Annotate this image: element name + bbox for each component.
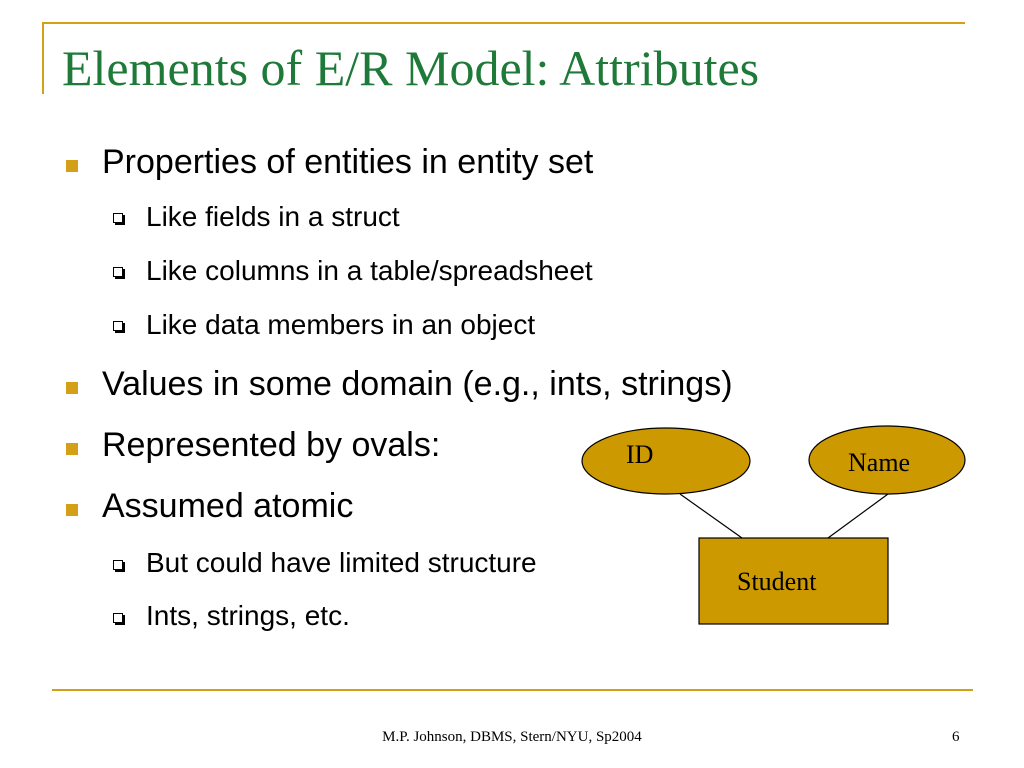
slide-title: Elements of E/R Model: Attributes: [62, 40, 760, 96]
sub-bullet-item: Like columns in a table/spreadsheet: [146, 255, 593, 286]
sub-bullet-item: Ints, strings, etc.: [146, 600, 350, 631]
sub-bullet-item: But could have limited structure: [146, 547, 537, 578]
bullet-item: Properties of entities in entity set: [102, 143, 594, 181]
page-number: 6: [952, 729, 960, 745]
bullet-item: Assumed atomic: [102, 487, 354, 525]
attribute-label-id: ID: [626, 440, 654, 469]
bullet-item: Represented by ovals:: [102, 426, 441, 464]
footer-text: M.P. Johnson, DBMS, Stern/NYU, Sp2004: [382, 729, 642, 745]
sub-bullet-item: Like fields in a struct: [146, 201, 400, 232]
attribute-oval-id: [582, 428, 750, 494]
connector-line-id: [680, 494, 742, 538]
sub-bullet-item: Like data members in an object: [146, 309, 536, 340]
entity-label-student: Student: [737, 567, 817, 596]
bottom-rule: [52, 689, 973, 691]
bullet-item: Values in some domain (e.g., ints, strings): [102, 365, 733, 403]
attribute-label-name: Name: [848, 448, 911, 477]
connector-line-name: [828, 494, 888, 538]
